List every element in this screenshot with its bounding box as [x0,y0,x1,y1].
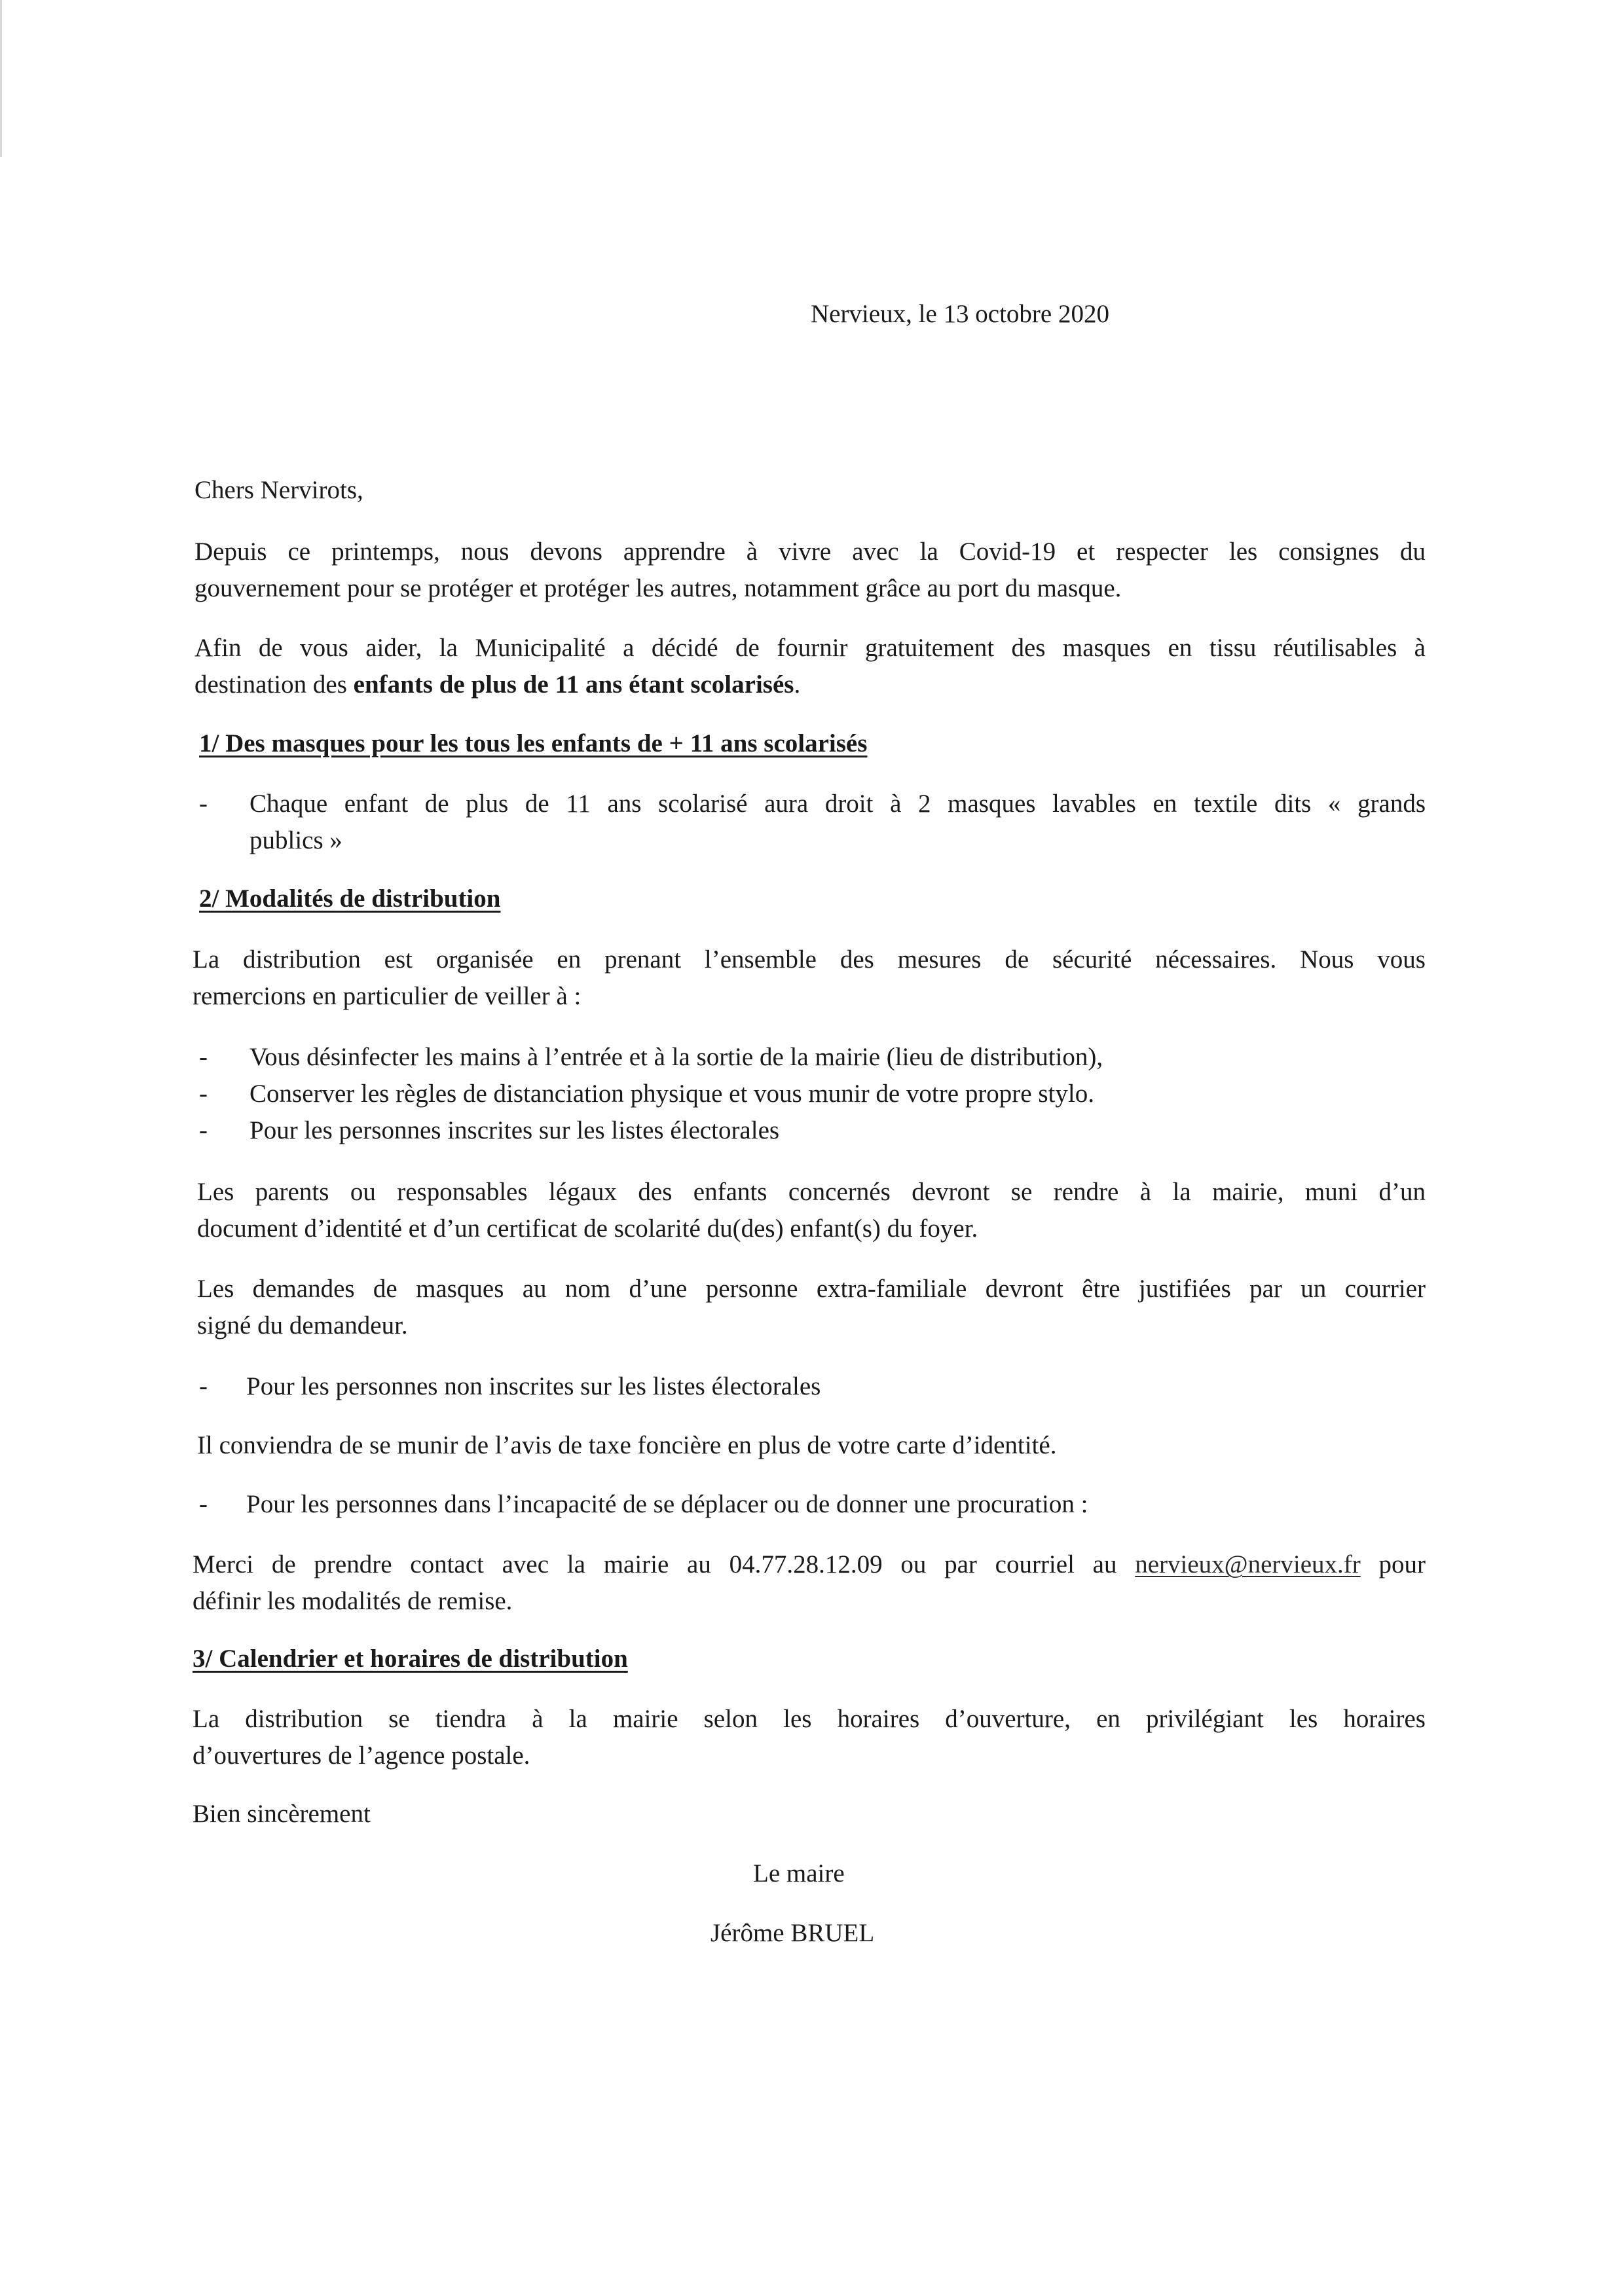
tax-notice: Il conviendra de se munir de l’avis de taxe foncière en plus de votre carte d’identité. [197,1431,1057,1459]
bullet-dash: - [199,1372,208,1400]
contact-prefix: Merci de prendre contact avec la mairie au 04.77.28.12.09 ou par courriel au [193,1550,1135,1578]
section-2-intro-line-2: remercions en particulier de veiller à : [193,982,581,1010]
bullet-dash: - [199,1043,208,1071]
section-3-line-2: d’ouvertures de l’agence postale. [193,1741,530,1770]
contact-suffix: pour [1360,1550,1426,1578]
signatory-title: Le maire [753,1859,845,1887]
aid-line-1: Afin de vous aider, la Municipalité a décidé de fournir gratuitement des masques en tissu réutilisables à [194,634,1426,662]
parents-line-1: Les parents ou responsables légaux des enfants concernés devront se rendre à la mairie, muni d’un [197,1178,1426,1206]
intro-line-1: Depuis ce printemps, nous devons apprendre à vivre avec la Covid-19 et respecter les consignes du [194,538,1426,566]
signatory-name: Jérôme BRUEL [710,1919,875,1947]
section-1-bullet-line-2: publics » [249,826,342,854]
aid-line-2 [194,666,1426,703]
parents-paragraph [197,1174,1426,1247]
contact-paragraph [193,1546,1426,1620]
requests-line-1: Les demandes de masques au nom d’une personne extra-familiale devront être justifiées par un courrier [197,1275,1426,1303]
salutation: Chers Nervirots, [194,476,363,504]
section-2-bullet-3: Pour les personnes inscrites sur les listes électorales [249,1116,780,1144]
intro-line-2: gouvernement pour se protéger et protéger les autres, notamment grâce au port du masque. [194,574,1122,602]
requests-line-2: signé du demandeur. [197,1311,408,1339]
contact-line-1 [193,1546,1426,1583]
requests-paragraph [197,1271,1426,1344]
section-3-heading: 3/ Calendrier et horaires de distribution [193,1645,628,1673]
aid-paragraph [194,630,1426,703]
bullet-incapacite: Pour les personnes dans l’incapacité de se déplacer ou de donner une procuration : [246,1490,1088,1518]
intro-paragraph [194,534,1426,607]
aid-line-2-prefix: destination des [194,670,354,699]
section-2-intro [193,941,1426,1015]
aid-highlight: enfants de plus de 11 ans étant scolarisés [353,670,794,699]
section-1-bullet [249,786,1426,859]
bullet-non-inscrites: Pour les personnes non inscrites sur les listes électorales [246,1372,821,1400]
section-2-bullet-1: Vous désinfecter les mains à l’entrée et à la sortie de la mairie (lieu de distribution), [249,1043,1103,1071]
section-1-heading: 1/ Des masques pour les tous les enfants de + 11 ans scolarisés [199,729,868,757]
section-2-intro-line-1: La distribution est organisée en prenant l’ensemble des mesures de sécurité nécessaires. Nous vous [193,945,1426,974]
bullet-dash: - [199,1490,208,1518]
parents-line-2: document d’identité et d’un certificat de scolarité du(des) enfant(s) du foyer. [197,1214,978,1243]
place-date: Nervieux, le 13 octobre 2020 [811,300,1109,328]
bullet-dash: - [199,790,208,818]
bullet-dash: - [199,1080,208,1108]
section-2-bullet-2: Conserver les règles de distanciation physique et vous munir de votre propre stylo. [249,1080,1094,1108]
contact-line-2: définir les modalités de remise. [193,1587,513,1615]
section-2-heading: 2/ Modalités de distribution [199,884,501,913]
scan-edge-mark [0,0,2,157]
section-1-bullet-line-1: Chaque enfant de plus de 11 ans scolarisé aura droit à 2 masques lavables en textile dits « grands [249,790,1426,818]
section-3-paragraph [193,1701,1426,1774]
bullet-dash: - [199,1116,208,1144]
section-3-line-1: La distribution se tiendra à la mairie selon les horaires d’ouverture, en privilégiant les horaires [193,1705,1426,1733]
closing: Bien sincèrement [193,1800,371,1828]
aid-line-2-suffix: . [794,670,801,699]
contact-email-link[interactable]: nervieux@nervieux.fr [1135,1550,1361,1578]
